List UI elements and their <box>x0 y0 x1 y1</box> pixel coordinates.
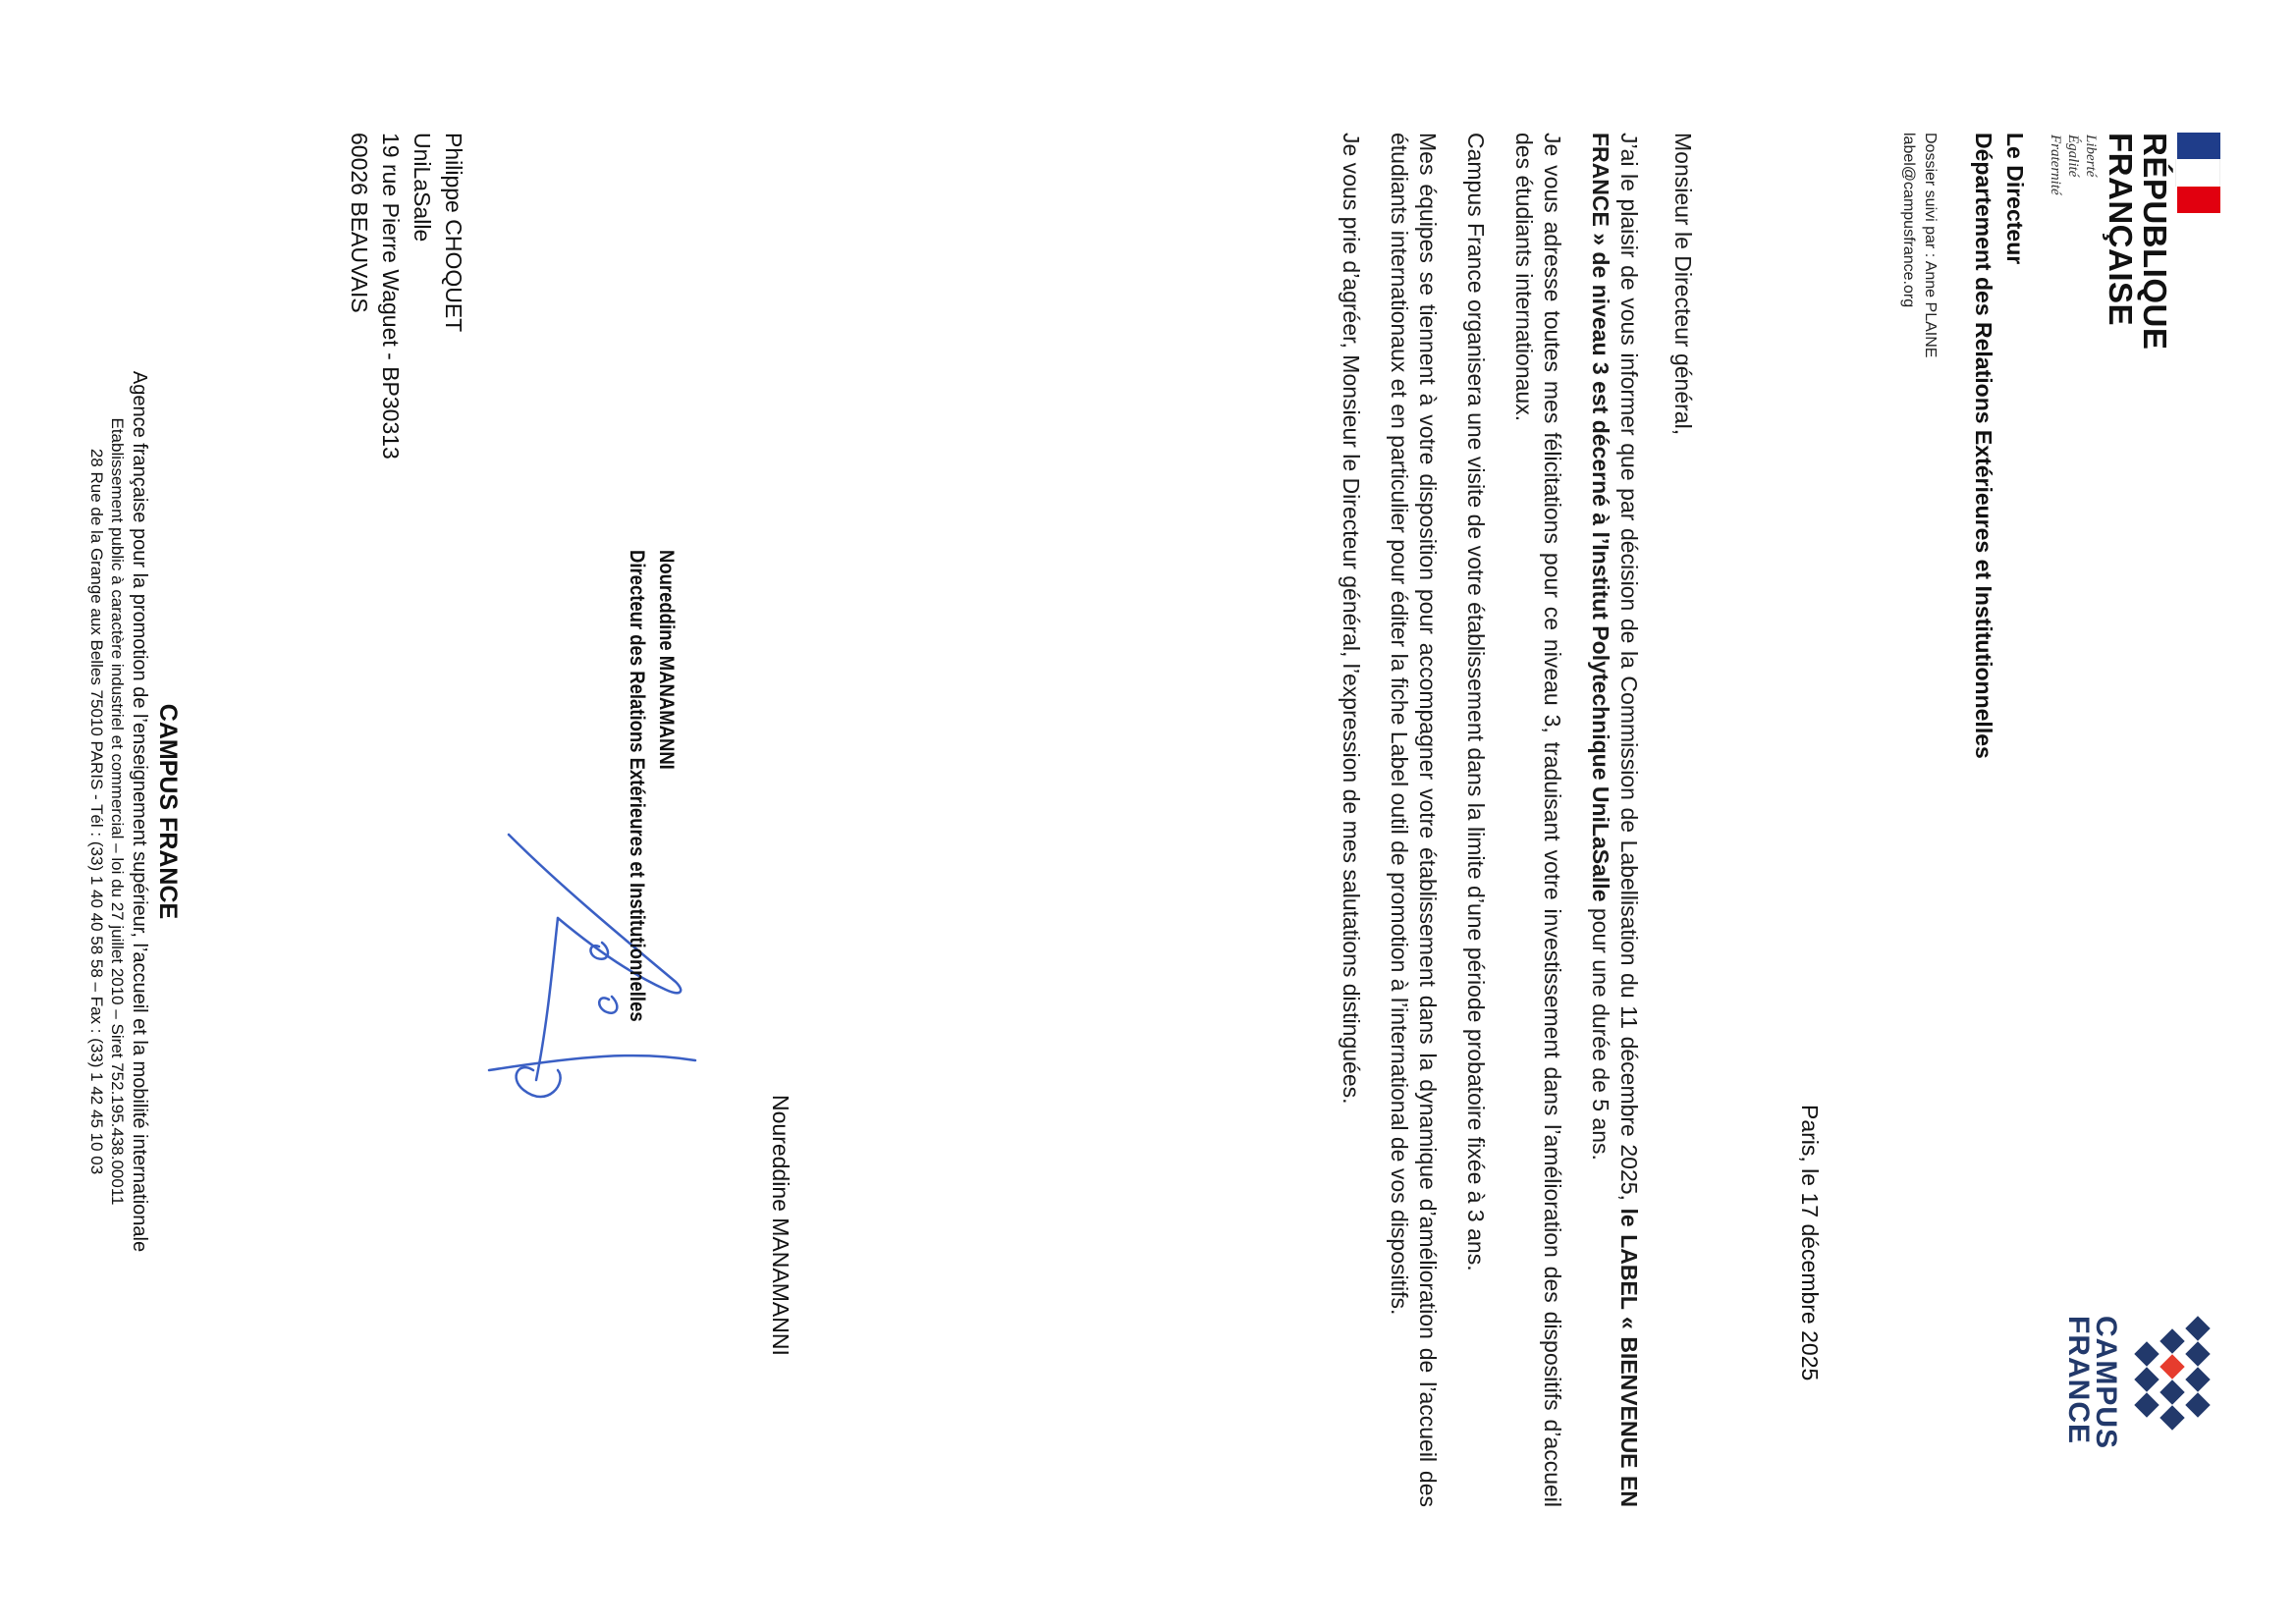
footer <box>86 0 185 1623</box>
motto-egalite: Égalité <box>2065 135 2081 178</box>
recipient-address <box>344 133 469 820</box>
republique-label: RÉPUBLIQUE <box>2137 133 2173 351</box>
campus-france-diamond-icon <box>2124 1306 2213 1492</box>
paragraph-1-start: J’ai le plaisir de vous informer que par décision de la Commission de Labellisation du 11 décembre 2025, <box>1616 133 1642 1209</box>
signer-name: Noureddine MANAMANNI <box>655 550 678 770</box>
recipient-city: 60026 BEAUVAIS <box>347 133 372 313</box>
recipient-street: 19 rue Pierre Waguet - BP30313 <box>378 133 404 460</box>
francaise-label: FRANÇAISE <box>2103 133 2139 327</box>
letter-date: Paris, le 17 décembre 2025 <box>1797 1105 1823 1381</box>
campus-france-logo <box>2062 1306 2213 1492</box>
paragraph-1-end: pour une durée de 5 ans. <box>1588 901 1613 1161</box>
footer-address-contact: 28 Rue de la Grange aux Belles 75010 PARIS - Tél : (33) 1 40 40 58 58 – Fax : (33) 1 42 45 10 03 <box>87 448 106 1175</box>
letter-body <box>1317 133 1697 1507</box>
marianne-flag-icon <box>2177 133 2220 213</box>
dossier-followed-by: Dossier suivi par : Anne PLAINE <box>1922 133 1939 358</box>
footer-title: CAMPUS FRANCE <box>154 703 182 920</box>
flag-blue-band <box>2177 133 2220 159</box>
salutation: Monsieur le Directeur général, <box>1670 133 1696 436</box>
recipient-name: Philippe CHOQUET <box>441 133 466 333</box>
flag-red-band <box>2177 187 2220 213</box>
motto-liberte: Liberté <box>2083 135 2099 178</box>
closing-formula: Je vous prie d’agréer, Monsieur le Directeur général, l’expression de mes salutations distinguées. <box>1339 133 1364 1105</box>
logo-word-campus: CAMPUS <box>2090 1316 2122 1450</box>
contact-email: label@campusfrance.org <box>1900 133 1917 308</box>
paragraph-visit: Campus France organisera une visite de votre établissement dans la limite d’une période probatoire fixée à 3 ans. <box>1463 133 1489 1271</box>
paragraph-congratulations: Je vous adresse toutes mes félicitations pour ce niveau 3, traduisant votre investissement dans l’amélioration des dispositifs d’accueil des étudiants internationaux. <box>1511 133 1565 1507</box>
logo-word-france: FRANCE <box>2062 1316 2095 1444</box>
footer-agency-description: Agence française pour la promotion de l’enseignement supérieur, l’accueil et la mobilité internationale <box>129 370 150 1253</box>
signer-block <box>622 550 681 1139</box>
recipient-organization: UniLaSalle <box>410 133 435 243</box>
paragraph-support: Mes équipes se tiennent à votre disposition pour accompagner votre établissement dans la dynamique d’amélioration de l’accueil des étudiants internationaux et en particulier pour éditer la fiche Label outil de promotion à l’international de vos dispositifs. <box>1387 133 1441 1507</box>
sender-block <box>1897 133 2031 1311</box>
motto-fraternite: Fraternité <box>2048 135 2063 195</box>
paragraph-1-bold: le LABEL « BIENVENUE EN FRANCE » de niveau 3 est décerné à l’Institut Polytechnique UniLaSalle <box>1588 133 1642 1508</box>
paragraph-label-award <box>1586 133 1643 1507</box>
sender-title: Le Directeur <box>2002 133 2028 265</box>
sender-department: Département des Relations Extérieures et Institutionnelles <box>1971 133 1996 759</box>
footer-legal-status: Etablissement public à caractère industriel et commercial – loi du 27 juillet 2010 – Siret 752.195.438.00011 <box>108 417 127 1206</box>
signer-role: Directeur des Relations Extérieures et Institutionnelles <box>626 550 648 1022</box>
republique-francaise-block <box>2004 133 2220 466</box>
signer-name-top: Noureddine MANAMANNI <box>768 1095 793 1356</box>
flag-white-band <box>2175 159 2220 186</box>
